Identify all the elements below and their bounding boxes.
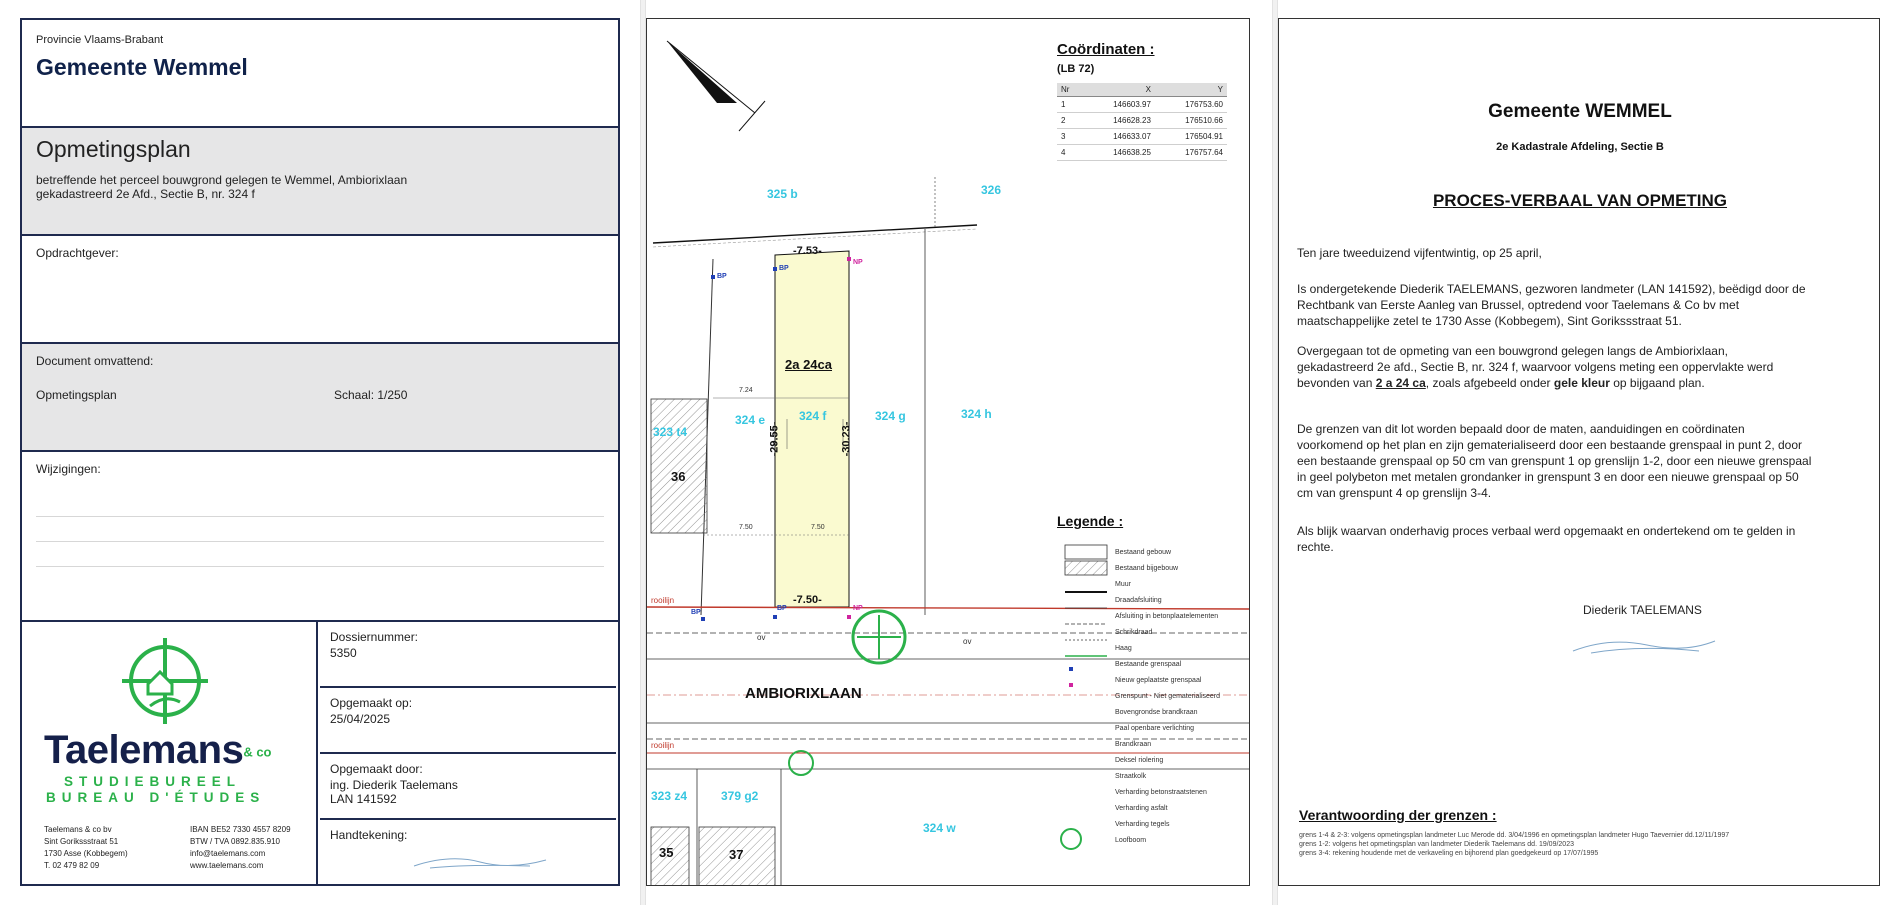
dim-7-24: 7.24 — [739, 387, 753, 394]
crosshair-house-icon — [120, 636, 210, 726]
iban: IBAN BE52 7330 4557 8209 — [190, 825, 291, 834]
province-label: Provincie Vlaams-Brabant — [36, 34, 164, 46]
municipality-title: Gemeente Wemmel — [36, 54, 248, 80]
pv-para2-line: Rechtbank van Eerste Aanleg van Brussel, optredend voor Taelemans & Co bv met — [1297, 298, 1740, 312]
coord-x: 146628.23 — [1083, 113, 1155, 129]
plan-drawing — [646, 18, 1250, 886]
bp-marker-1: BP — [717, 273, 727, 280]
bp-marker-5: BP — [777, 605, 787, 612]
proces-verbaal — [1278, 18, 1880, 886]
signature-cell — [320, 820, 616, 884]
pv-municipality: Gemeente WEMMEL — [1488, 101, 1672, 122]
legend-item: Bestaand bijgebouw — [1115, 565, 1179, 572]
pv-para3-line — [1297, 375, 1865, 391]
contents-section — [22, 344, 618, 452]
coordinates-title: Coördinaten : — [1057, 41, 1155, 58]
proces-verbaal-page — [1278, 0, 1900, 905]
signature-label: Handtekening: — [330, 828, 408, 842]
address-line-2: Sint Gorikssstraat 51 — [44, 837, 119, 846]
coord-nr: 4 — [1057, 145, 1083, 161]
address-line-3: 1730 Asse (Kobbegem) — [44, 849, 128, 858]
document-title-section — [22, 128, 618, 236]
coord-y: 176510.66 — [1155, 113, 1227, 129]
scale-label: Schaal: 1/250 — [334, 388, 408, 402]
coordinates-header-row — [1057, 83, 1227, 97]
dossier-label: Dossiernummer: — [330, 630, 419, 644]
parcel-324g: 324 g — [875, 409, 906, 423]
dim-7-50-right: 7.50 — [811, 524, 825, 531]
pv-paragraph-4 — [1297, 421, 1865, 501]
dim-7-50-left: 7.50 — [739, 524, 753, 531]
pv-para4-line: voorkomend op het plan en zijn gematerialiseerd door een bestaande grenspaal in punt 2, door — [1297, 438, 1803, 452]
made-by-name: ing. Diederik Taelemans — [330, 778, 458, 792]
legend-item: Grenspunt - Niet gematerialiseerd — [1115, 693, 1221, 700]
legend-item: Nieuw geplaatste grenspaal — [1115, 677, 1202, 684]
legend-item: Haag — [1115, 645, 1132, 652]
table-row — [1057, 113, 1227, 129]
table-row — [1057, 129, 1227, 145]
parcel-324h: 324 h — [961, 407, 992, 421]
legend-item: Verharding tegels — [1115, 821, 1170, 828]
verantwoording-title: Verantwoording der grenzen : — [1299, 807, 1497, 823]
signature-scribble — [410, 850, 550, 874]
legend-item: Straatkolk — [1115, 773, 1147, 780]
legend-item: Deksel riolering — [1115, 757, 1164, 764]
verantwoording-line: grens 1-2: volgens het opmetingsplan van landmeter Diederik Taelemans dd. 19/09/2023 — [1299, 841, 1574, 848]
client-section — [22, 236, 618, 344]
parcel-325b: 325 b — [767, 187, 798, 201]
legend-item: Draadafsluiting — [1115, 597, 1162, 604]
dossier-value: 5350 — [330, 646, 357, 660]
email-link[interactable]: info@taelemans.com — [190, 849, 266, 858]
coord-x: 146603.97 — [1083, 97, 1155, 113]
company-name: Taelemans$^{\& co}$ — [44, 728, 272, 772]
bp-marker-4: BP — [691, 609, 701, 616]
parcel-323z4: 323 z4 — [651, 789, 688, 803]
company-contact — [190, 824, 291, 872]
legend-item: Bestaande grenspaal — [1115, 661, 1182, 668]
pv-area-highlight: 2 a 24 ca — [1375, 376, 1426, 390]
changes-label: Wijzigingen: — [36, 462, 101, 476]
plan-page — [646, 0, 1272, 905]
pv-para4-line: De grenzen van dit lot worden bepaald door de maten, aanduidingen en coördinaten — [1297, 422, 1745, 436]
dim-bottom: -7.50- — [793, 594, 822, 606]
pv-para3-line: Overgegaan tot de opmeting van een bouwgrond gelegen langs de Ambiorixlaan, — [1297, 344, 1728, 358]
coord-header-x: X — [1083, 83, 1155, 97]
coord-y: 176753.60 — [1155, 97, 1227, 113]
parcel-324f: 324 f — [799, 409, 827, 423]
ov-label-2: ov — [963, 637, 972, 646]
legend-item: Schrikdraad — [1115, 629, 1153, 636]
website-link[interactable]: www.taelemans.com — [190, 861, 264, 870]
coordinates-table — [1057, 83, 1227, 161]
changes-lines — [36, 516, 604, 567]
coord-nr: 2 — [1057, 113, 1083, 129]
tree-icon — [789, 751, 813, 775]
made-by-cell — [320, 754, 616, 820]
verantwoording-line: grens 1-4 & 2-3: volgens opmetingsplan landmeter Luc Merode dd. 3/04/1996 en opmetingsplan landmeter Hugo Taevernier dd.12/11/1997 — [1299, 832, 1730, 839]
changes-section — [22, 452, 618, 622]
pv-section: 2e Kadastrale Afdeling, Sectie B — [1496, 141, 1664, 153]
legend-item: Brandkraan — [1115, 741, 1152, 748]
pv-para2-line: Is ondergetekende Diederik TAELEMANS, gezworen landmeter (LAN 141592), beëdigd door de — [1297, 282, 1806, 296]
description-line-1: betreffende het perceel bouwgrond gelegen te Wemmel, Ambiorixlaan — [36, 173, 408, 187]
pv-para3-line: gekadastreerd 2e afd., Sectie B, nr. 324 f, waarvoor volgens meting een oppervlakte werd — [1297, 360, 1774, 374]
bp-marker-2: BP — [779, 265, 789, 272]
coord-header-y: Y — [1155, 83, 1227, 97]
company-sub-2: BUREAU D'ÉTUDES — [46, 790, 266, 805]
company-sub-1: STUDIEBUREEL — [64, 774, 242, 789]
made-on-label: Opgemaakt op: — [330, 696, 413, 710]
ov-label-1: ov — [757, 633, 766, 642]
legend-item: Bovengrondse brandkraan — [1115, 709, 1198, 716]
verantwoording-notes — [1299, 831, 1859, 858]
coord-x: 146638.25 — [1083, 145, 1155, 161]
client-label: Opdrachtgever: — [36, 246, 119, 260]
tree-icon — [853, 611, 905, 663]
pv-color-highlight: gele kleur — [1553, 376, 1610, 390]
coord-nr: 1 — [1057, 97, 1083, 113]
contents-label: Document omvattend: — [36, 354, 154, 368]
house-number-36: 36 — [671, 469, 686, 484]
company-logo-area — [22, 622, 318, 884]
made-on-value: 25/04/2025 — [330, 712, 391, 726]
address-line-4: T. 02 479 82 09 — [44, 861, 100, 870]
legend-item: Loofboom — [1115, 837, 1147, 844]
pv-paragraph-2 — [1297, 281, 1865, 329]
company-co: & co — [243, 744, 272, 760]
pv-signer: Diederik TAELEMANS — [1583, 603, 1702, 617]
parcel-326: 326 — [981, 183, 1002, 197]
table-row — [1057, 145, 1227, 161]
coord-y: 176504.91 — [1155, 129, 1227, 145]
legend-item: Bestaand gebouw — [1115, 549, 1172, 556]
title-block — [20, 18, 620, 886]
parcel-323t4: 323 t4 — [653, 425, 688, 439]
pv-para3-pre: bevonden van — [1297, 376, 1376, 390]
verantwoording-line: grens 3-4: rekening houdende met de verkaveling en bijhorend plan goedgekeurd op 17/07/1995 — [1299, 850, 1599, 857]
dossier-cell — [320, 622, 616, 688]
legend-item: Muur — [1115, 581, 1131, 588]
pv-para2-line: maatschappelijke zetel te 1730 Asse (Kobbegem), Sint Gorikssstraat 51. — [1297, 314, 1682, 328]
pv-para3-mid: , zoals afgebeeld onder — [1425, 376, 1554, 390]
btw: BTW / TVA 0892.835.910 — [190, 837, 280, 846]
parcel-324w: 324 w — [923, 821, 956, 835]
pv-signature-scribble — [1569, 633, 1719, 659]
company-address — [44, 824, 128, 872]
parcel-324e: 324 e — [735, 413, 766, 427]
pv-paragraph-5 — [1297, 523, 1865, 555]
coord-header-nr: Nr — [1057, 83, 1083, 97]
parcel-379g2: 379 g2 — [721, 789, 759, 803]
house-number-37: 37 — [729, 847, 744, 862]
pv-paragraph-1: Ten jare tweeduizend vijfentwintig, op 25 april, — [1297, 246, 1542, 260]
legend-item: Verharding betonstraatstenen — [1115, 789, 1207, 796]
coordinates-sub: (LB 72) — [1057, 63, 1095, 75]
table-row — [1057, 97, 1227, 113]
lot-area: 2a 24ca — [785, 357, 832, 372]
legend-item: Verharding asfalt — [1115, 805, 1168, 812]
pv-para5-line: Als blijk waarvan onderhavig proces verbaal werd opgemaakt en ondertekend om te gelden in — [1297, 524, 1796, 538]
coord-x: 146633.07 — [1083, 129, 1155, 145]
dim-top: -7.53- — [793, 245, 822, 257]
address-line-1: Taelemans & co bv — [44, 825, 112, 834]
dim-left: -29.55- — [768, 421, 781, 457]
made-by-lan: LAN 141592 — [330, 792, 397, 806]
rooilijn-label-bottom: rooilijn — [651, 741, 675, 750]
pv-para4-line: een bestaande grenspaal op 50 cm van grenspunt 1 op grenslijn 1-2, door een nieuwe grenspaal — [1297, 454, 1812, 468]
contents-item: Opmetingsplan — [36, 388, 117, 402]
house-number-35: 35 — [659, 845, 674, 860]
north-arrow-icon — [667, 41, 765, 131]
legend-item: Afsluiting in betonplaatelementen — [1115, 613, 1219, 620]
legend-title: Legende : — [1057, 513, 1124, 529]
coord-y: 176757.64 — [1155, 145, 1227, 161]
pv-para5-line: rechte. — [1297, 540, 1334, 554]
pv-para4-line: in geel polybeton met metalen grondanker in grenspunt 3 en door een nieuwe grenspaal op 50 — [1297, 470, 1799, 484]
legend-item: Paal openbare verlichting — [1115, 725, 1194, 732]
made-by-label: Opgemaakt door: — [330, 762, 423, 776]
street-name: AMBIORIXLAAN — [745, 685, 862, 702]
dim-right: -30.23- — [840, 421, 853, 457]
np-marker-6: NP — [853, 605, 863, 612]
meta-column — [320, 622, 618, 884]
document-title: Opmetingsplan — [36, 136, 191, 162]
pv-title: PROCES-VERBAAL VAN OPMETING — [1432, 191, 1728, 210]
made-on-cell — [320, 688, 616, 754]
header-section — [22, 20, 618, 128]
coord-nr: 3 — [1057, 129, 1083, 145]
pv-paragraph-3 — [1297, 343, 1865, 391]
description-line-2: gekadastreerd 2e Afd., Sectie B, nr. 324 f — [36, 187, 255, 201]
pv-para4-line: cm van grenspunt 4 op grenslijn 3-4. — [1297, 486, 1492, 500]
title-block-page — [0, 0, 640, 905]
np-marker-3: NP — [853, 259, 863, 266]
pv-para3-post: op bijgaand plan. — [1609, 376, 1705, 390]
rooilijn-label-top: rooilijn — [651, 596, 675, 605]
